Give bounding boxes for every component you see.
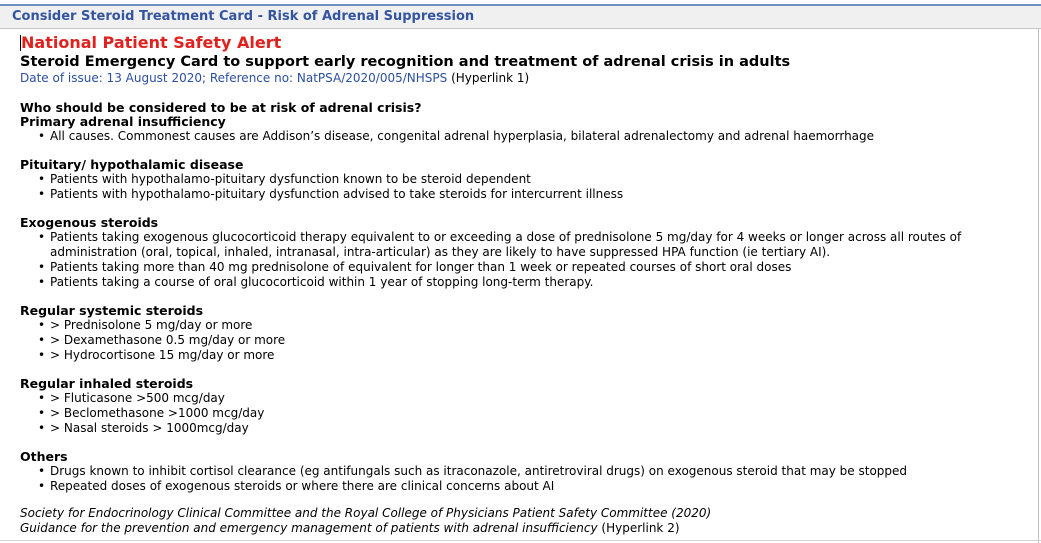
issue-line xyxy=(20,71,1025,86)
section-heading-systemic: Regular systemic steroids xyxy=(20,303,204,318)
list-item: • > Prednisolone 5 mg/day or more xyxy=(20,318,1025,333)
list-others xyxy=(20,464,1025,494)
panel-title-bar xyxy=(0,6,1041,29)
alert-document[interactable] xyxy=(20,33,1025,536)
section-heading-pituitary: Pituitary/ hypothalamic disease xyxy=(20,157,244,172)
list-primary xyxy=(20,129,1025,144)
panel-bottom-border xyxy=(0,540,1041,541)
list-item: • Repeated doses of exogenous steroids or where there are clinical concerns about AI xyxy=(20,479,1025,494)
list-item: • > Beclomethasone >1000 mcg/day xyxy=(20,406,1025,421)
list-systemic xyxy=(20,318,1025,363)
list-item: • Patients taking a course of oral glucocorticoid within 1 year of stopping long-term therapy. xyxy=(20,275,1025,290)
list-item: • Patients taking more than 40 mg prednisolone of equivalent for longer than 1 week or repeated courses of short oral doses xyxy=(20,260,1025,275)
list-item: • Patients taking exogenous glucocorticoid therapy equivalent to or exceeding a dose of prednisolone 5 mg/day for 4 weeks or longer across all routes of administration (oral, topical, inhaled, intranasal, intra-articular) as they are likely to have suppressed HPA function (ie tertiary AI). xyxy=(20,230,1025,260)
hyperlink-2[interactable]: (Hyperlink 2) xyxy=(601,521,680,535)
list-item: • Patients with hypothalamo-pituitary dysfunction advised to take steroids for intercurrent illness xyxy=(20,187,1025,202)
list-item: • > Dexamethasone 0.5 mg/day or more xyxy=(20,333,1025,348)
section-heading-inhaled: Regular inhaled steroids xyxy=(20,376,194,391)
panel-right-border xyxy=(1038,28,1039,543)
list-inhaled xyxy=(20,391,1025,436)
list-item: • Drugs known to inhibit cortisol clearance (eg antifungals such as itraconazole, antiretroviral drugs) on exogenous steroid that may be stopped xyxy=(20,464,1025,479)
risk-question: Who should be considered to be at risk of adrenal crisis? xyxy=(20,100,422,115)
list-exogenous xyxy=(20,230,1025,290)
list-item: • Patients with hypothalamo-pituitary dysfunction known to be steroid dependent xyxy=(20,172,1025,187)
references xyxy=(20,506,1025,536)
list-item: • All causes. Commonest causes are Addison’s disease, congenital adrenal hyperplasia, bilateral adrenalectomy and adrenal haemorrhage xyxy=(20,129,1025,144)
reference-line-1: Society for Endocrinology Clinical Committee and the Royal College of Physicians Patient Safety Committee (2020) xyxy=(20,506,712,520)
issue-date-reference: Date of issue: 13 August 2020; Reference no: NatPSA/2020/005/NHSPS xyxy=(20,71,448,85)
section-heading-others: Others xyxy=(20,449,68,464)
list-item: • > Nasal steroids > 1000mcg/day xyxy=(20,421,1025,436)
hyperlink-1[interactable]: (Hyperlink 1) xyxy=(451,71,530,85)
alert-subtitle: Steroid Emergency Card to support early recognition and treatment of adrenal crisis in adults xyxy=(20,54,791,70)
list-pituitary xyxy=(20,172,1025,202)
reference-guidance-text: Guidance for the prevention and emergency management of patients with adrenal insufficiency xyxy=(20,521,598,535)
list-item: • > Hydrocortisone 15 mg/day or more xyxy=(20,348,1025,363)
alert-heading: National Patient Safety Alert xyxy=(21,33,282,52)
section-heading-primary: Primary adrenal insufficiency xyxy=(20,114,226,129)
reference-line-2 xyxy=(20,521,1025,536)
list-item: • > Fluticasone >500 mcg/day xyxy=(20,391,1025,406)
section-heading-exogenous: Exogenous steroids xyxy=(20,215,159,230)
panel-title: Consider Steroid Treatment Card - Risk of Adrenal Suppression xyxy=(12,9,475,24)
